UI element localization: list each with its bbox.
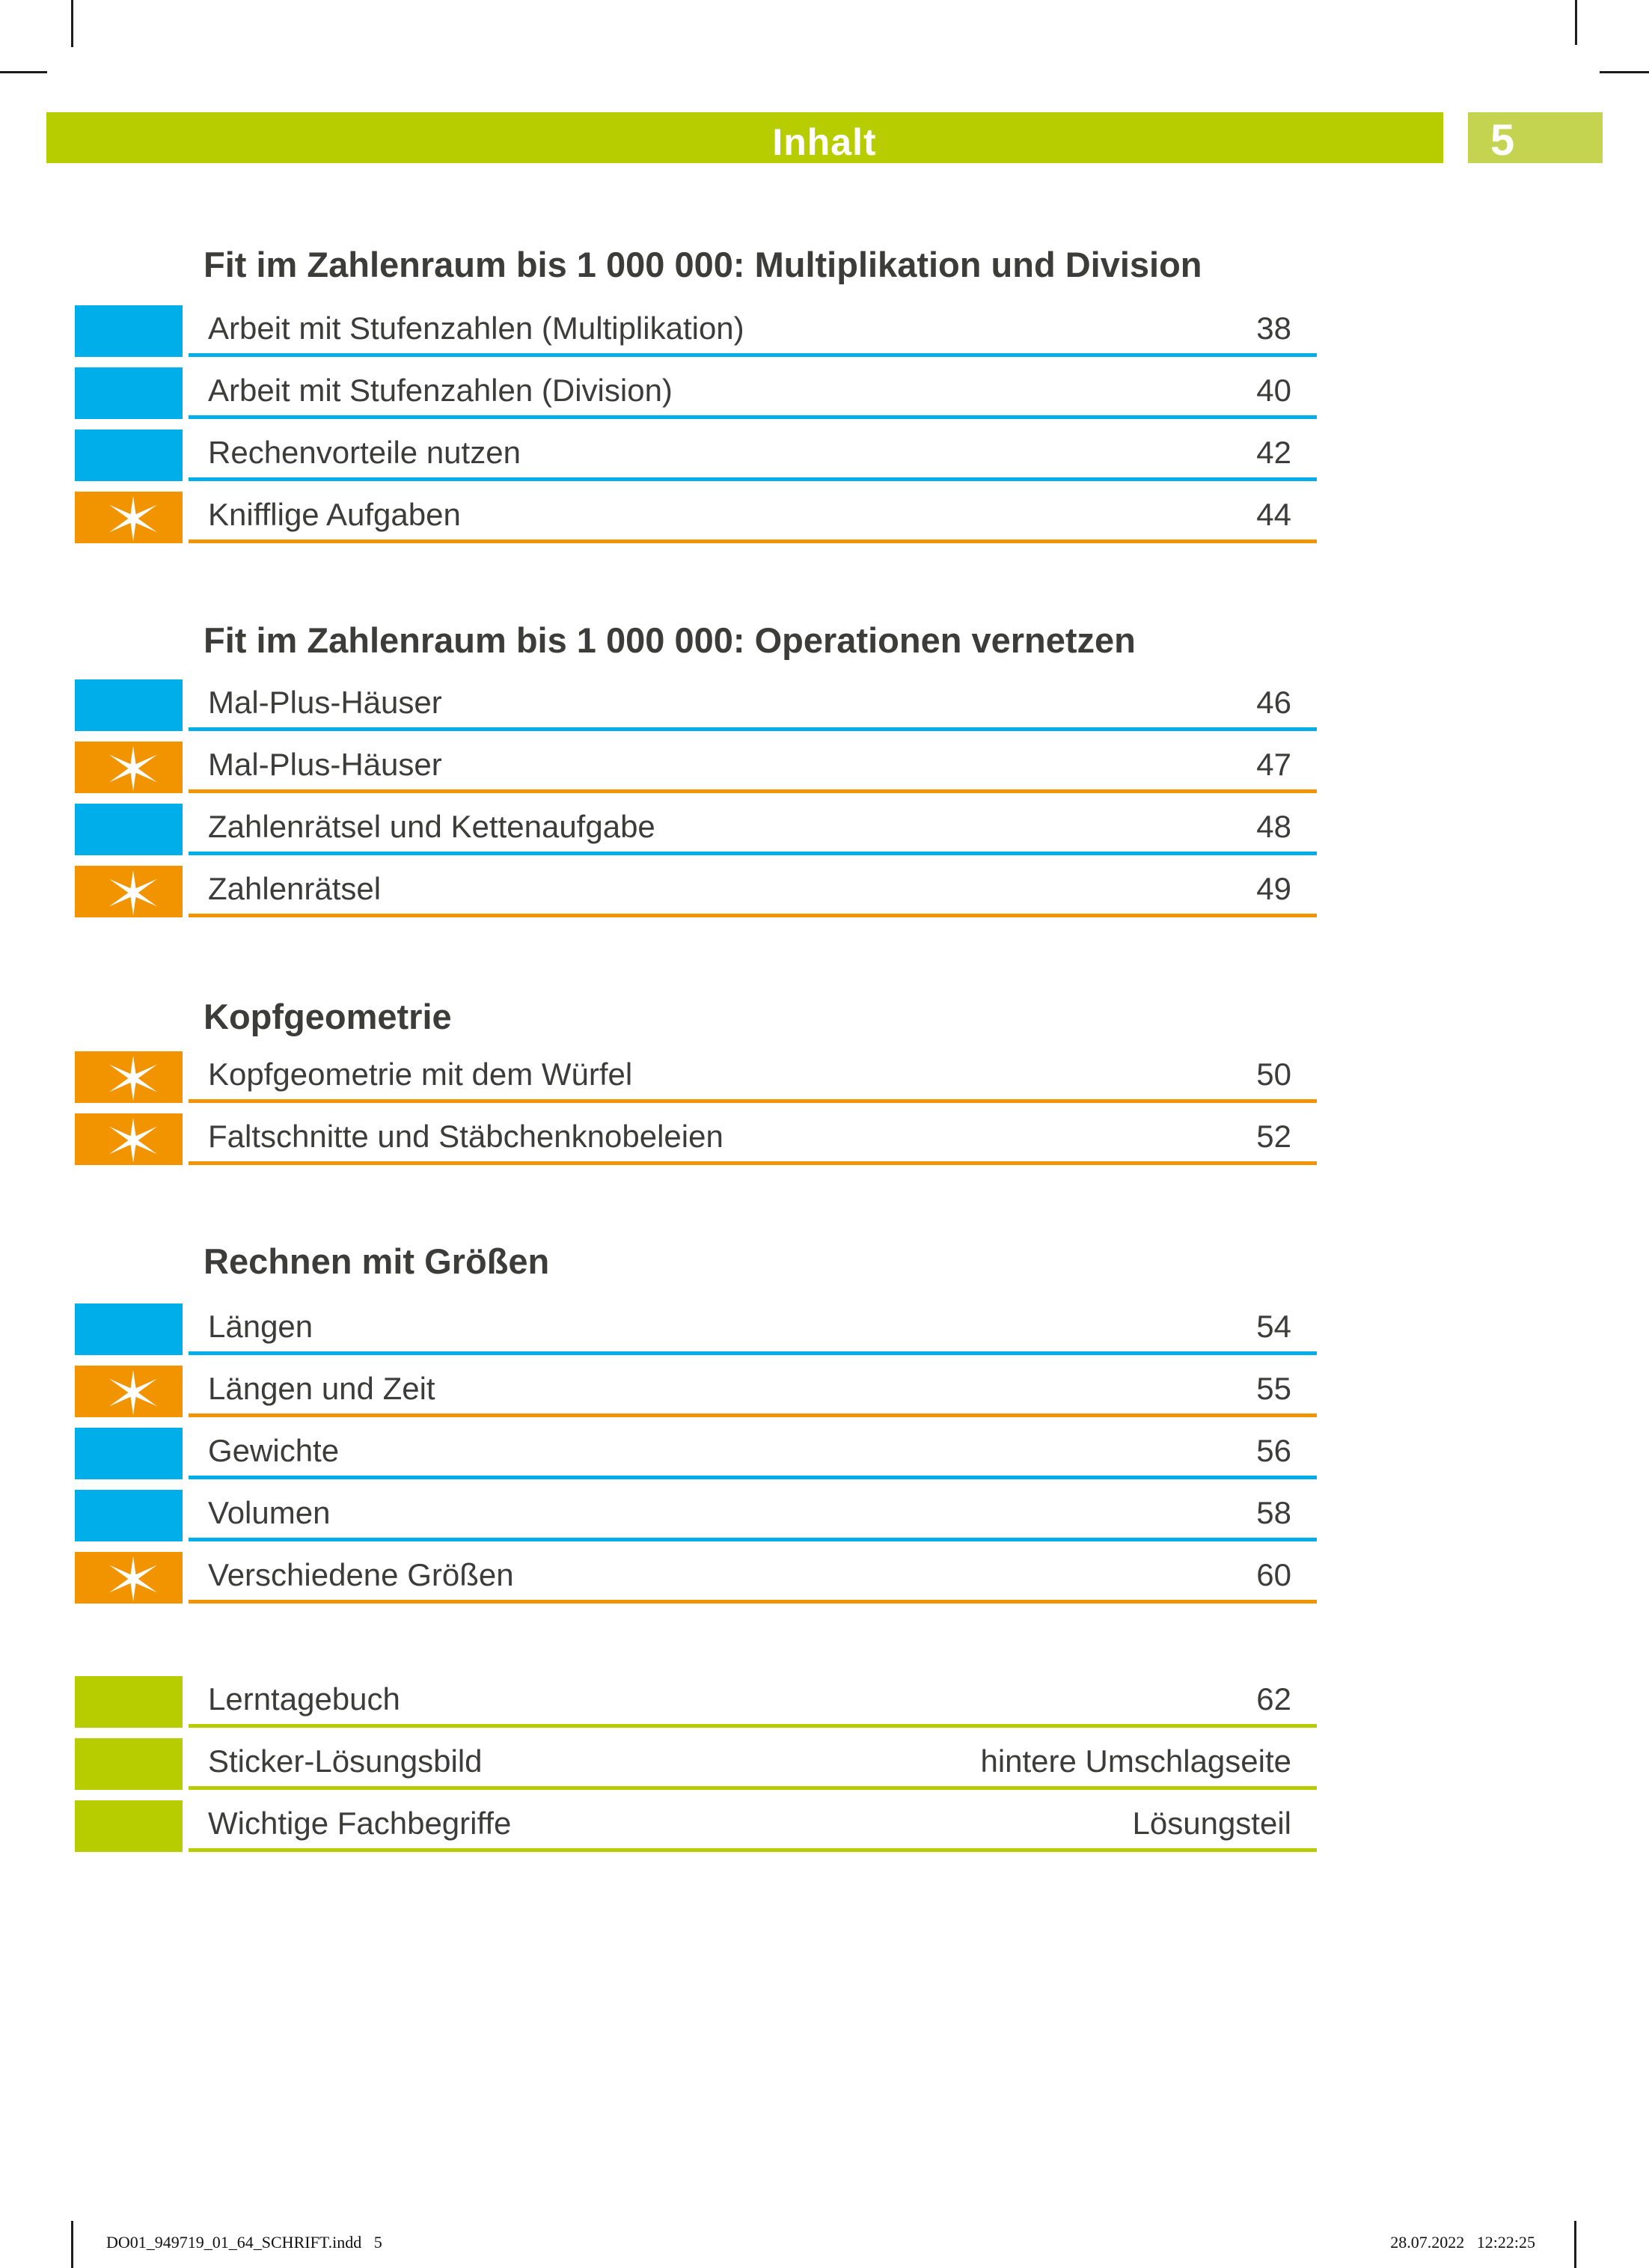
entry-title: Faltschnitte und Stäbchenknobeleien [208,1119,723,1154]
entry-marker-star-box [75,492,183,543]
entry-marker-star-box [75,1113,183,1165]
entry-underline [189,415,1317,419]
crop-mark-top-left-vertical [71,0,73,47]
entry-underline [189,1600,1317,1604]
star-icon [104,869,162,916]
entry-page-ref: 52 [1256,1119,1291,1154]
toc-entry [0,1676,1649,1728]
entry-marker-box [75,430,183,481]
entry-underline [189,1538,1317,1541]
toc-entry [0,1113,1649,1165]
page-title: Inhalt [772,121,877,163]
star-icon [104,1556,162,1602]
entry-title: Lerntagebuch [208,1681,400,1717]
entry-underline [189,540,1317,543]
toc-entry [0,1428,1649,1479]
entry-title: Knifflige Aufgaben [208,497,461,532]
entry-page-ref: 48 [1256,809,1291,844]
page-number-badge: 5 [1468,112,1603,163]
entry-title: Verschiedene Größen [208,1557,514,1592]
entry-title: Zahlenrätsel und Kettenaufgabe [208,809,655,844]
crop-mark-top-left-horizontal [0,71,47,73]
entry-page-ref: 62 [1256,1681,1291,1717]
star-icon [104,1055,162,1101]
star-icon [104,1369,162,1416]
toc-entry [0,492,1649,543]
entry-page-ref: hintere Umschlagseite [980,1743,1291,1779]
entry-marker-box [75,1490,183,1541]
entry-title: Zahlenrätsel [208,871,382,906]
toc-entry [0,1490,1649,1541]
entry-marker-box [75,1303,183,1355]
entry-page-ref: 44 [1256,497,1291,532]
entry-marker-star-box [75,742,183,793]
entry-marker-box [75,1800,183,1852]
entry-marker-star-box [75,1366,183,1417]
entry-underline [189,1724,1317,1728]
entry-underline [189,1848,1317,1852]
section-heading: Kopfgeometrie [204,997,452,1036]
entry-marker-box [75,1738,183,1790]
footer-filename: DO01_949719_01_64_SCHRIFT.indd 5 [106,2233,382,2252]
star-icon [104,495,162,542]
section-heading: Rechnen mit Größen [204,1241,550,1281]
section-heading: Fit im Zahlenraum bis 1 000 000: Multiplikation und Division [204,245,1202,284]
entry-title: Kopfgeometrie mit dem Würfel [208,1057,633,1092]
entry-page-ref: 38 [1256,311,1291,346]
entry-underline [189,1413,1317,1417]
entry-underline [189,1099,1317,1103]
entry-title: Volumen [208,1495,331,1530]
entry-title: Längen [208,1309,313,1344]
toc-entry [0,1366,1649,1417]
entry-title: Längen und Zeit [208,1371,435,1406]
entry-page-ref: 60 [1256,1557,1291,1592]
entry-page-ref: 42 [1256,435,1291,470]
entry-underline [189,1351,1317,1355]
crop-mark-bottom-right-vertical [1574,2221,1576,2268]
entry-underline [189,353,1317,357]
entry-marker-box [75,679,183,731]
entry-underline [189,1161,1317,1165]
crop-mark-top-right-horizontal [1600,71,1649,73]
toc-entry [0,742,1649,793]
crop-mark-top-right-vertical [1575,0,1577,45]
entry-title: Rechenvorteile nutzen [208,435,521,470]
entry-marker-box [75,305,183,357]
entry-title: Mal-Plus-Häuser [208,685,442,720]
star-icon [104,1117,162,1164]
entry-underline [189,852,1317,855]
entry-underline [189,1786,1317,1790]
star-icon [104,745,162,792]
entry-marker-star-box [75,1552,183,1604]
entry-title: Wichtige Fachbegriffe [208,1806,512,1841]
entry-page-ref: 54 [1256,1309,1291,1344]
section-heading: Fit im Zahlenraum bis 1 000 000: Operationen vernetzen [204,620,1136,660]
entry-page-ref: 56 [1256,1433,1291,1468]
entry-marker-star-box [75,866,183,917]
entry-underline [189,914,1317,917]
entry-title: Arbeit mit Stufenzahlen (Multiplikation) [208,311,744,346]
entry-title: Arbeit mit Stufenzahlen (Division) [208,373,673,408]
entry-marker-box [75,367,183,419]
toc-entry [0,305,1649,357]
toc-entry [0,866,1649,917]
entry-marker-box [75,804,183,855]
entry-underline [189,789,1317,793]
toc-entry [0,804,1649,855]
toc-entry [0,1303,1649,1355]
footer-timestamp: 28.07.2022 12:22:25 [1390,2233,1535,2252]
entry-marker-star-box [75,1051,183,1103]
entry-page-ref: 49 [1256,871,1291,906]
entry-page-ref: 47 [1256,747,1291,782]
crop-mark-bottom-left-vertical [71,2221,73,2268]
entry-title: Gewichte [208,1433,340,1468]
entry-underline [189,727,1317,731]
entry-underline [189,477,1317,481]
entry-page-ref: 46 [1256,685,1291,720]
entry-title: Mal-Plus-Häuser [208,747,442,782]
toc-entry [0,679,1649,731]
toc-entry [0,1800,1649,1852]
toc-entry [0,1738,1649,1790]
entry-marker-box [75,1676,183,1728]
entry-page-ref: 40 [1256,373,1291,408]
toc-entry [0,367,1649,419]
entry-page-ref: Lösungsteil [1132,1806,1291,1841]
toc-entry [0,430,1649,481]
entry-title: Sticker-Lösungsbild [208,1743,483,1779]
entry-page-ref: 50 [1256,1057,1291,1092]
toc-entry [0,1051,1649,1103]
entry-marker-box [75,1428,183,1479]
entry-page-ref: 58 [1256,1495,1291,1530]
entry-page-ref: 55 [1256,1371,1291,1406]
entry-underline [189,1476,1317,1479]
toc-entry [0,1552,1649,1604]
